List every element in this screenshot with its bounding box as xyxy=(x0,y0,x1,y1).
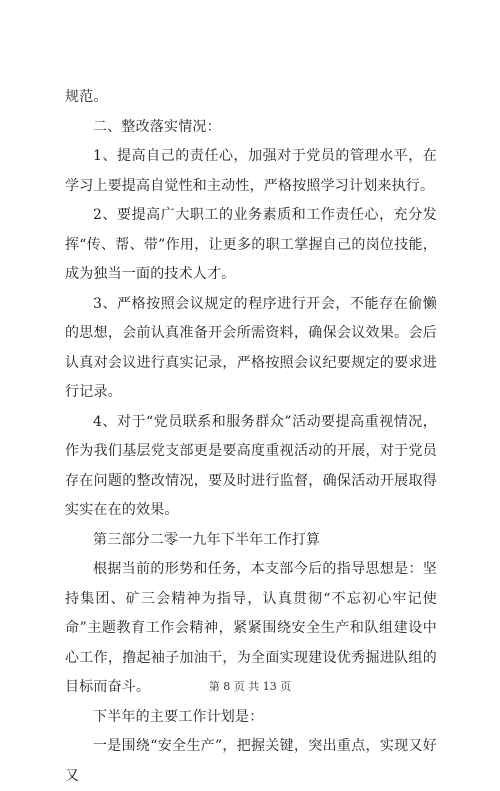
paragraph-item-3: 3、严格按照会议规定的程序进行开会，不能存在偷懒的思想，会前认真准备开会所需资料，确保会议效果。会后认真对会议进行真实记录，严格按照会议纪要规定的要求进行记录。 xyxy=(65,295,437,400)
paragraph-item-4: 4、对于“党员联系和服务群众”活动要提高重视情况，作为我们基层党支部更是要高度重视活动的开展，对于党员存在问题的整改情况，要及时进行监督，确保活动开展取得实实在在的效果。 xyxy=(65,413,437,518)
section-heading-part-three: 第三部分二零一九年下半年工作打算 xyxy=(93,531,321,548)
paragraph-plan-item-1: 一是围绕“安全生产”，把握关键，突出重点，实现又好又 xyxy=(65,738,437,784)
paragraph-plan-intro: 下半年的主要工作计划是： xyxy=(93,708,264,725)
paragraph-guiding-thought: 根据当前的形势和任务，本支部今后的指导思想是：坚持集团、矿三会精神为指导，认真贯彻“不忘初心牢记使命”主题教育工作会精神，紧紧围绕安全生产和队组建设中心工作，撸起袖子加油干，为全面实现建设优秀掘进队组的目标而奋斗。 xyxy=(65,561,437,695)
section-heading-rectification: 二、整改落实情况： xyxy=(93,118,221,135)
paragraph-continuation: 规范。 xyxy=(65,89,108,105)
paragraph-item-1: 1、提高自己的责任心，加强对于党员的管理水平，在学习上要提高自觉性和主动性，严格按照学习计划来执行。 xyxy=(65,148,437,194)
page-footer: 第 8 页 共 13 页 xyxy=(208,680,292,693)
paragraph-item-2: 2、要提高广大职工的业务素质和工作责任心，充分发挥“传、帮、带”作用，让更多的职工掌握自己的岗位技能，成为独当一面的技术人才。 xyxy=(65,207,437,282)
